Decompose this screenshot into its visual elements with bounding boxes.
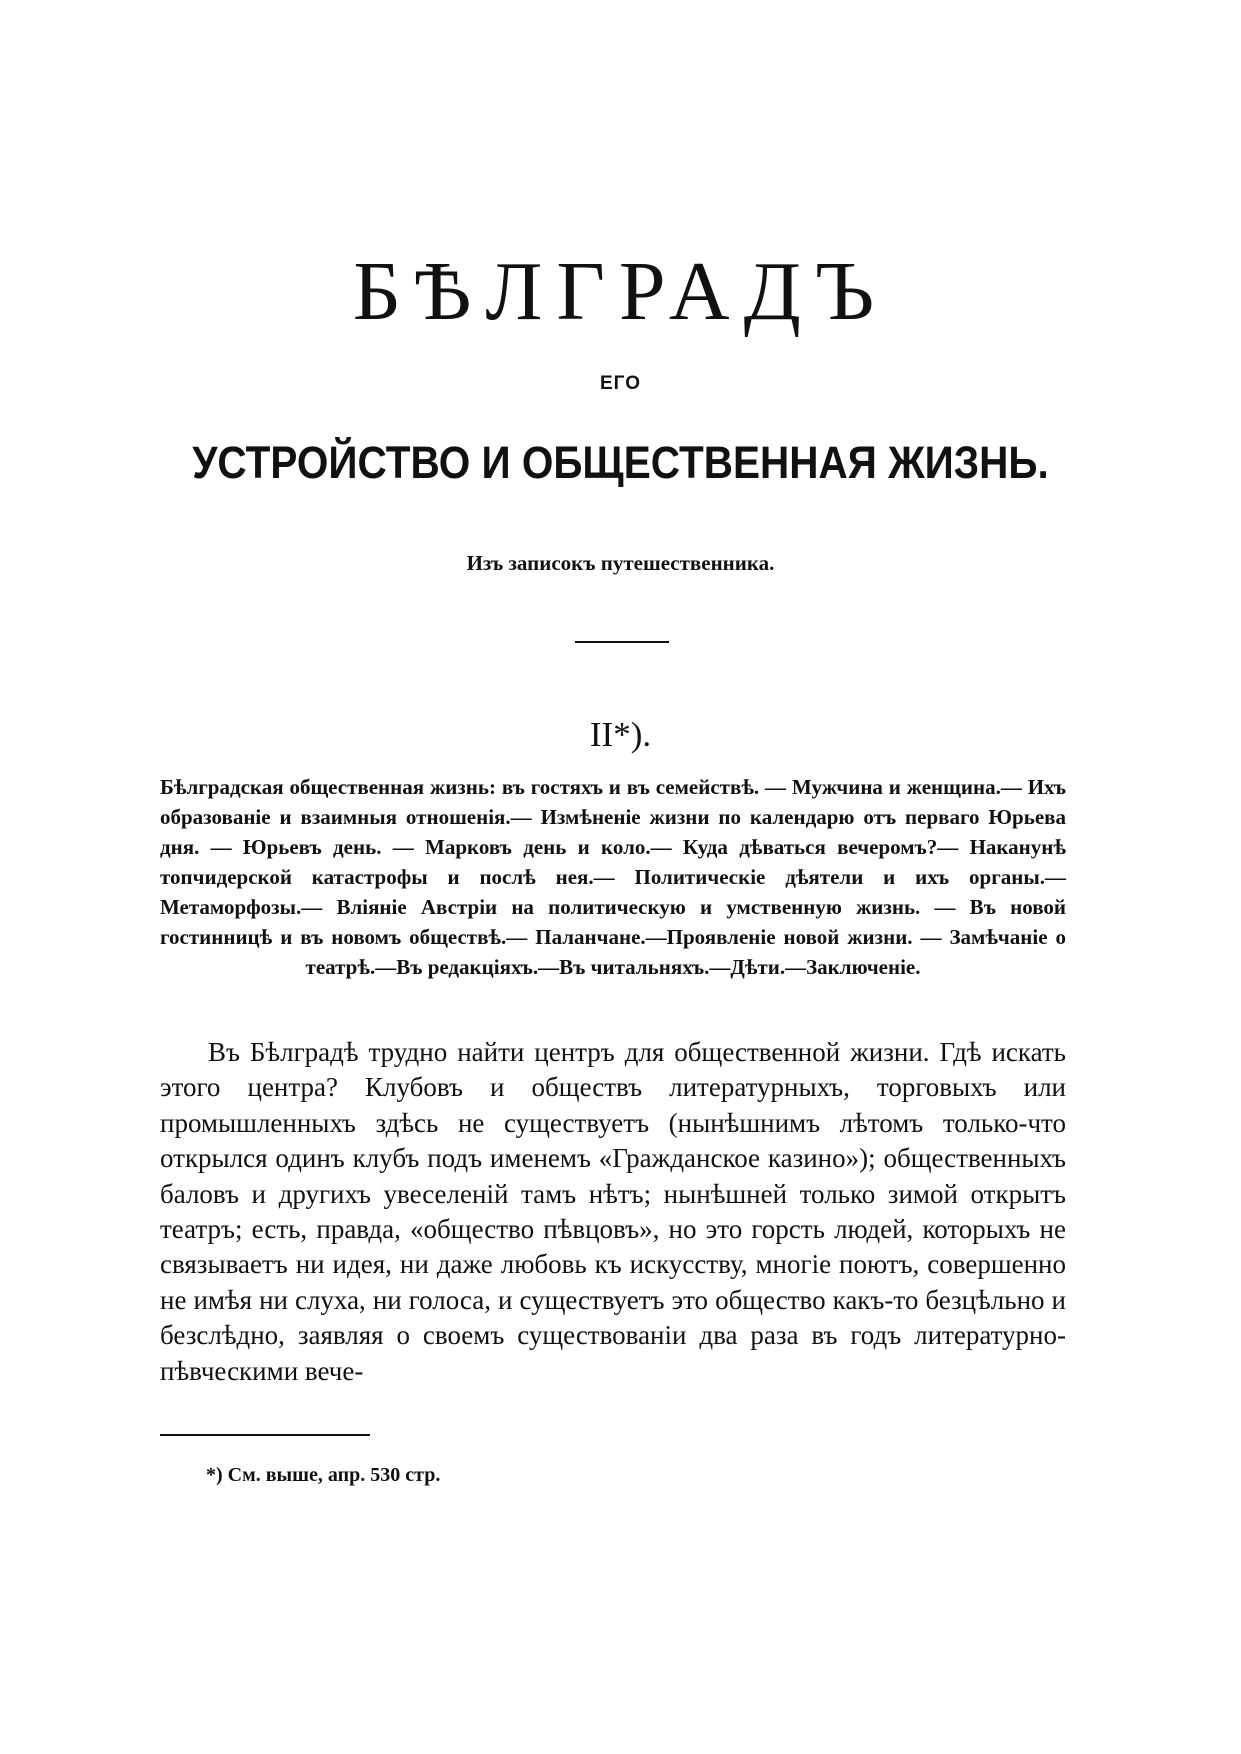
footnote: *) См. выше, апр. 530 стр. xyxy=(206,1464,441,1486)
subtitle: УСТРОЙСТВО И ОБЩЕСТВЕННАЯ ЖИЗНЬ. xyxy=(192,437,1049,488)
main-title: БѢЛГРАДЪ xyxy=(352,245,889,338)
footnote-rule xyxy=(160,1434,370,1436)
title-connector: ЕГО xyxy=(600,373,641,394)
section-number: II*). xyxy=(589,715,652,754)
chapter-summary: Бѣлградская общественная жизнь: въ гостяхъ и въ семействѣ. — Мужчина и женщина.— Ихъ образованіе и взаимныя отношенія.— Измѣненіе жизни по календарю отъ перваго Юрьева дня. — Юрьевъ день. — Марковъ день и коло.— Куда дѣваться вечеромъ?— Наканунѣ топчидерской катастрофы и послѣ нея.— Политическіе дѣятели и ихъ органы.— Метаморфозы.— Вліяніе Австріи на политическую и умственную жизнь. — Въ новой гостинницѣ и въ новомъ обществѣ.— Паланчане.—Проявленіе новой жизни. — Замѣчаніе о театрѣ.—Въ редакціяхъ.—Въ читальняхъ.—Дѣти.—Заключеніе. xyxy=(160,775,1066,979)
source-note: Изъ записокъ путешественника. xyxy=(466,551,775,575)
title-separator xyxy=(575,641,669,643)
body-paragraph: Въ Бѣлградѣ трудно найти центръ для общественной жизни. Гдѣ искать этого центра? Клубовъ и обществъ литературныхъ, торговыхъ или промышленныхъ здѣсь не существуетъ (нынѣшнимъ лѣтомъ только-что открылся одинъ клубъ подъ именемъ «Гражданское казино»); общественныхъ баловъ и другихъ увеселеній тамъ нѣтъ; нынѣшней только зимой открытъ театръ; есть, правда, «общество пѣвцовъ», но это горсть людей, которыхъ не связываетъ ни идея, ни даже любовь къ искусству, многіе поютъ, совершенно не имѣя ни слуха, ни голоса, и существуетъ это общество какъ-то безцѣльно и безслѣдно, заявляя о своемъ существованіи два раза въ годъ литературно-пѣвческими вече- xyxy=(160,1037,1066,1386)
